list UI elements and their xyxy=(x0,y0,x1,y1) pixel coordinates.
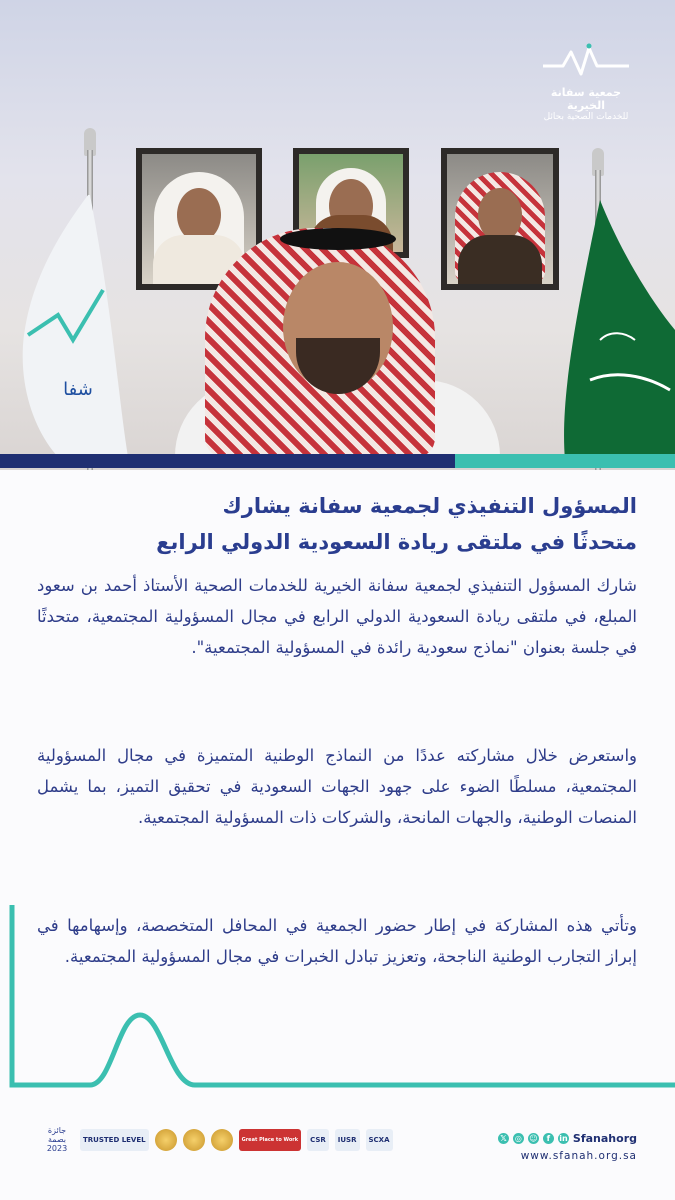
saudi-flag xyxy=(560,200,675,460)
portrait-right xyxy=(441,148,559,290)
paragraph-3: وتأتي هذه المشاركة في إطار حضور الجمعية في المحافل المتخصصة، وإسهامها في إبراز التجارب الوطنية الناجحة، وتعزيز تبادل الخبرات في مجال المسؤولية المجتمعية. xyxy=(37,916,637,966)
badge-trusted: TRUSTED LEVEL xyxy=(80,1129,149,1151)
svg-text:شفا: شفا xyxy=(63,379,93,400)
headline-line-1: المسؤول التنفيذي لجمعية سفانة يشارك xyxy=(222,494,637,518)
badge-great-place: Great Place to Work xyxy=(239,1129,301,1151)
headline-line-2: متحدثًا في ملتقى ريادة السعودية الدولي الرابع xyxy=(156,530,637,554)
x-icon[interactable]: 𝕏 xyxy=(498,1133,509,1144)
instagram-icon[interactable]: ◎ xyxy=(513,1133,524,1144)
facebook-icon[interactable]: f xyxy=(543,1133,554,1144)
linkedin-icon[interactable]: in xyxy=(559,1134,568,1143)
social-handle[interactable]: Sfanahorg xyxy=(572,1132,637,1145)
speaker-igal xyxy=(280,228,396,250)
medal-badge-icon xyxy=(183,1129,205,1151)
footer xyxy=(0,1118,675,1178)
snapchat-icon[interactable]: ☺ xyxy=(529,1134,538,1143)
badge-iusr: IUSR xyxy=(335,1129,360,1151)
medal-badge-icon xyxy=(155,1129,177,1151)
badge-csr: CSR xyxy=(307,1129,329,1151)
badge-scxa: SCXA xyxy=(366,1129,393,1151)
website-link[interactable]: www.sfanah.org.sa xyxy=(520,1150,637,1162)
association-logo xyxy=(531,42,641,122)
pulse-logo-icon xyxy=(541,42,631,82)
social-links xyxy=(498,1132,637,1145)
logo-name: جمعية سفانة الخيرية xyxy=(550,86,622,112)
paragraph-1: شارك المسؤول التنفيذي لجمعية سفانة الخيرية للخدمات الصحية الأستاذ أحمد بن سعود المبلع، في ملتقى ريادة السعودية الدولي الرابع في مجال المسؤولية المجتمعية، متحدثًا في جلسة بعنوان "نماذج سعودية رائدة في المسؤولية المجتمعية". xyxy=(37,576,637,657)
badge-strip xyxy=(40,1126,393,1153)
headline xyxy=(37,488,637,560)
medal-badge-icon xyxy=(211,1129,233,1151)
award-label: جائزة بصمة 2023 xyxy=(46,1126,68,1153)
logo-tagline: للخدمات الصحية بحائل xyxy=(543,112,629,122)
photo-stripe-accent xyxy=(455,454,675,468)
association-flag xyxy=(18,195,138,457)
header-photo xyxy=(0,0,675,470)
paragraph-2: واستعرض خلال مشاركته عددًا من النماذج الوطنية المتميزة في مجال المسؤولية المجتمعية، مسلطًا الضوء على جهود الجهات السعودية في تحقيق التميز، بما يشمل المنصات الوطنية، والجهات المانحة، والشركات ذات المسؤولية المجتمعية. xyxy=(37,746,637,827)
